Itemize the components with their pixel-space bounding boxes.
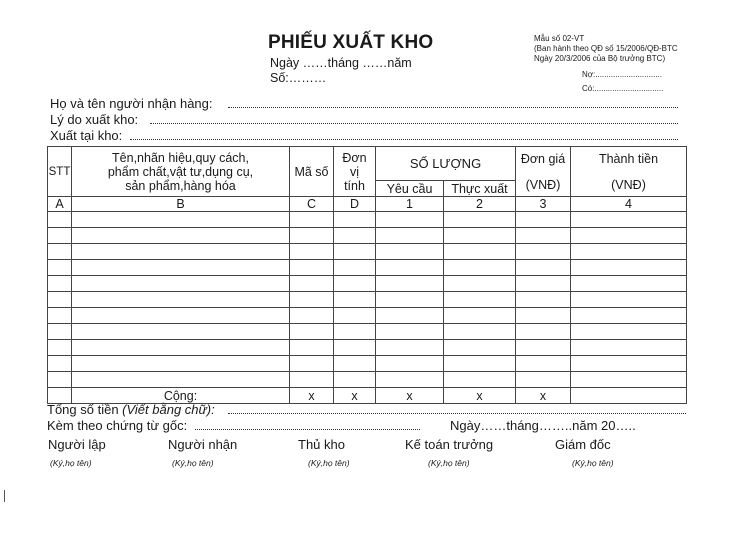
table-row [48, 308, 687, 324]
header-total [571, 147, 687, 197]
table-cell[interactable] [290, 244, 334, 260]
table-cell[interactable] [72, 356, 290, 372]
table-cell[interactable] [290, 324, 334, 340]
index-cell: C [290, 197, 334, 212]
form-code: Mẫu số 02-VT [534, 34, 585, 43]
attached-docs-line[interactable] [195, 419, 420, 430]
table-cell[interactable] [376, 228, 444, 244]
table-cell[interactable] [334, 356, 376, 372]
total-cell-amount[interactable] [571, 388, 687, 404]
table-cell[interactable] [48, 324, 72, 340]
table-row [48, 276, 687, 292]
header-qty-requested: Yêu cầu [376, 181, 444, 197]
table-cell[interactable] [290, 308, 334, 324]
header-item-name-line2: phẩm chất,vật tư,dụng cụ, [107, 164, 254, 179]
header-quantity: SỐ LƯỢNG [376, 147, 516, 181]
table-cell[interactable] [516, 308, 571, 324]
location-label: Xuất tại kho: [50, 128, 123, 143]
table-cell[interactable] [290, 292, 334, 308]
signature-role-chief-accountant: Kế toán trưởng [405, 437, 494, 452]
signature-note-preparer: (Ký,họ tên) [50, 458, 92, 468]
table-row [48, 324, 687, 340]
table-cell[interactable] [444, 308, 516, 324]
signature-role-director: Giám đốc [555, 437, 611, 452]
table-cell[interactable] [48, 292, 72, 308]
scan-mark [4, 490, 5, 502]
total-mark: x [334, 388, 376, 404]
table-cell[interactable] [571, 372, 687, 388]
signature-note-receiver: (Ký,họ tên) [172, 458, 214, 468]
signature-note-chief-accountant: (Ký,họ tên) [428, 458, 470, 468]
table-cell[interactable] [334, 228, 376, 244]
header-item-name [72, 147, 290, 197]
number-line: Số:……… [270, 71, 327, 85]
table-cell[interactable] [444, 356, 516, 372]
table-cell[interactable] [48, 356, 72, 372]
header-unit [334, 147, 376, 197]
table-cell[interactable] [334, 212, 376, 228]
amount-in-words-label: Tổng số tiền [47, 402, 123, 417]
table-cell[interactable] [48, 276, 72, 292]
header-code: Mã số [290, 147, 334, 197]
signature-note-storekeeper: (Ký,họ tên) [308, 458, 350, 468]
index-cell: A [48, 197, 72, 212]
header-stt: STT [48, 147, 72, 197]
table-cell[interactable] [334, 324, 376, 340]
table-cell[interactable] [72, 372, 290, 388]
receiver-label: Họ và tên người nhận hàng: [50, 96, 213, 111]
table-cell[interactable] [72, 340, 290, 356]
table-cell[interactable] [334, 244, 376, 260]
reason-label: Lý do xuất kho: [50, 112, 139, 127]
table-cell[interactable] [571, 292, 687, 308]
index-cell: B [72, 197, 290, 212]
table-cell[interactable] [444, 324, 516, 340]
table-cell[interactable] [72, 324, 290, 340]
table-cell[interactable] [334, 292, 376, 308]
table-cell[interactable] [334, 276, 376, 292]
table-cell[interactable] [72, 276, 290, 292]
sign-date: Ngày……tháng……..năm 20….. [450, 418, 636, 433]
table-cell[interactable] [571, 228, 687, 244]
table-cell[interactable] [571, 276, 687, 292]
index-cell: 3 [516, 197, 571, 212]
table-cell[interactable] [376, 292, 444, 308]
form-date: Ngày 20/3/2006 của Bộ trưởng BTC) [534, 54, 666, 63]
total-mark: x [444, 388, 516, 404]
total-mark: x [376, 388, 444, 404]
index-cell: 4 [571, 197, 687, 212]
header-price [516, 147, 571, 197]
table-cell[interactable] [516, 292, 571, 308]
table-row [48, 356, 687, 372]
table-cell[interactable] [516, 276, 571, 292]
table-cell[interactable] [48, 212, 72, 228]
table-cell[interactable] [72, 292, 290, 308]
table-cell[interactable] [571, 212, 687, 228]
location-row [50, 128, 122, 143]
form-decree: (Ban hành theo QĐ số 15/2006/QĐ-BTC [534, 44, 678, 53]
table-cell[interactable] [376, 356, 444, 372]
table-cell[interactable] [376, 212, 444, 228]
table-cell[interactable] [48, 244, 72, 260]
table-cell[interactable] [516, 212, 571, 228]
table-cell[interactable] [571, 244, 687, 260]
table-cell[interactable] [48, 372, 72, 388]
table-cell[interactable] [334, 260, 376, 276]
table-cell[interactable] [376, 324, 444, 340]
table-cell[interactable] [444, 244, 516, 260]
table-cell[interactable] [444, 228, 516, 244]
table-cell[interactable] [444, 212, 516, 228]
table-cell[interactable] [290, 340, 334, 356]
amount-in-words-hint: (Viết bằng chữ): [122, 402, 215, 417]
total-mark: x [290, 388, 334, 404]
table-cell[interactable] [444, 292, 516, 308]
location-input-line[interactable] [130, 129, 678, 140]
table-cell[interactable] [72, 260, 290, 276]
total-mark: x [516, 388, 571, 404]
table-cell[interactable] [334, 308, 376, 324]
table-cell[interactable] [72, 228, 290, 244]
table-cell[interactable] [376, 340, 444, 356]
table-cell[interactable] [444, 340, 516, 356]
document-title: PHIẾU XUẤT KHO [268, 32, 434, 53]
index-cell: 2 [444, 197, 516, 212]
signature-role-preparer: Người lập [48, 437, 106, 452]
header-unit-line3: tính [344, 178, 365, 193]
table-cell[interactable] [571, 308, 687, 324]
table-cell[interactable] [516, 340, 571, 356]
index-cell: 1 [376, 197, 444, 212]
table-cell[interactable] [48, 260, 72, 276]
table-cell[interactable] [72, 308, 290, 324]
date-line: Ngày ……tháng ……năm [270, 56, 412, 70]
total-label: Cộng: [72, 388, 290, 404]
signature-note-director: (Ký,họ tên) [572, 458, 614, 468]
reason-input-line[interactable] [150, 113, 678, 124]
table-cell[interactable] [290, 228, 334, 244]
attached-docs-label: Kèm theo chứng từ gốc: [47, 418, 188, 433]
table-cell[interactable] [72, 212, 290, 228]
table-row [48, 372, 687, 388]
header-qty-actual: Thực xuất [444, 181, 516, 197]
table-cell[interactable] [290, 276, 334, 292]
debit-field: Nợ:.............................. [582, 70, 662, 79]
table-cell[interactable] [290, 260, 334, 276]
header-total-line2: (VNĐ) [611, 177, 646, 192]
table-cell[interactable] [334, 372, 376, 388]
header-price-line2: (VNĐ) [525, 177, 561, 192]
header-unit-line2: vị [349, 164, 360, 179]
header-total-line1: Thành tiền [598, 151, 659, 166]
table-cell[interactable] [571, 260, 687, 276]
table-row [48, 292, 687, 308]
table-cell[interactable] [516, 324, 571, 340]
table-cell[interactable] [290, 212, 334, 228]
table-cell[interactable] [376, 276, 444, 292]
table-cell[interactable] [72, 244, 290, 260]
table-cell[interactable] [48, 228, 72, 244]
table-row [48, 260, 687, 276]
receiver-input-line[interactable] [228, 97, 678, 108]
credit-field: Có:............................... [582, 84, 664, 93]
header-unit-line1: Đơn [342, 150, 367, 165]
table-cell[interactable] [334, 340, 376, 356]
index-cell: D [334, 197, 376, 212]
table-row [48, 340, 687, 356]
table-cell[interactable] [516, 228, 571, 244]
table-row [48, 228, 687, 244]
table-cell[interactable] [516, 260, 571, 276]
attached-docs-row [47, 418, 187, 433]
header-item-name-line3: sản phẩm,hàng hóa [125, 178, 236, 193]
receiver-row [50, 96, 213, 111]
table-cell[interactable] [48, 308, 72, 324]
header-item-name-line1: Tên,nhãn hiệu,quy cách, [112, 150, 249, 165]
table-cell[interactable] [571, 324, 687, 340]
signature-role-storekeeper: Thủ kho [298, 437, 345, 452]
table-cell[interactable] [290, 372, 334, 388]
table-cell[interactable] [376, 244, 444, 260]
table-cell[interactable] [444, 260, 516, 276]
table-cell[interactable] [290, 356, 334, 372]
signature-role-receiver: Người nhận [168, 437, 238, 452]
table-cell[interactable] [376, 372, 444, 388]
header-price-line1: Đơn giá [520, 151, 566, 166]
table-cell[interactable] [48, 340, 72, 356]
table-cell[interactable] [516, 356, 571, 372]
table-cell[interactable] [571, 356, 687, 372]
table-row [48, 212, 687, 228]
table-cell[interactable] [516, 244, 571, 260]
table-cell[interactable] [444, 372, 516, 388]
table-cell[interactable] [444, 276, 516, 292]
table-cell[interactable] [571, 340, 687, 356]
table-cell[interactable] [516, 372, 571, 388]
reason-row [50, 112, 138, 127]
amount-in-words-line[interactable] [228, 403, 686, 414]
amount-in-words-row [47, 402, 215, 417]
table-cell[interactable] [376, 308, 444, 324]
index-row [48, 197, 687, 212]
goods-table [47, 146, 687, 404]
table-row [48, 244, 687, 260]
table-cell[interactable] [376, 260, 444, 276]
